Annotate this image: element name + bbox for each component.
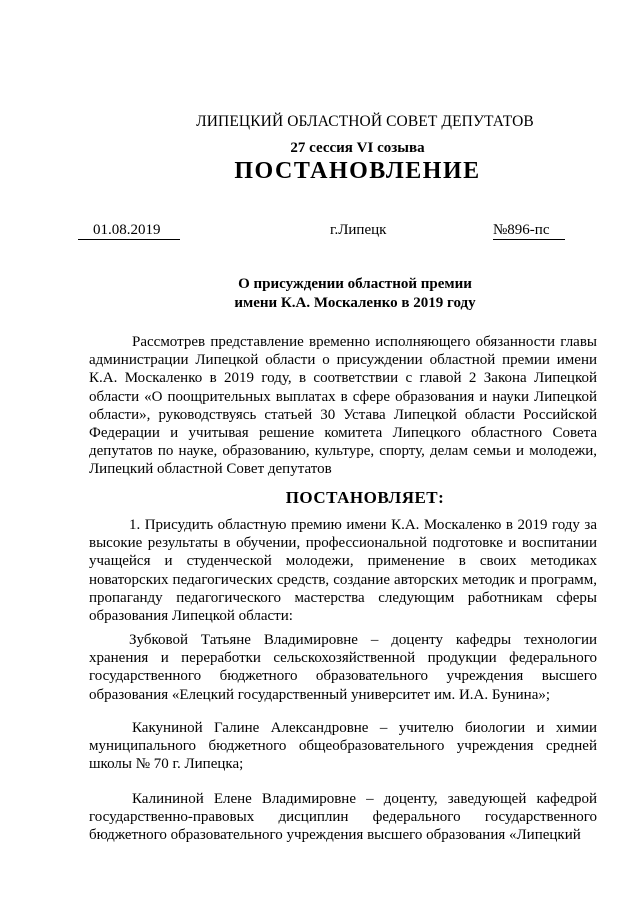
subject-line-1: О присуждении областной премии [238, 276, 472, 292]
item-1-paragraph: 1. Присудить областную премию имени К.А. Москаленко в 2019 году за высокие результаты в обучении, профессиональной подготовке и воспитании учащейся и студенческой молодежи, применение в своих методиках новаторских педагогических средств, создание авторских методик и программ, пропаганду педагогического мастерства следующим работникам сферы образования Липецкой области: [89, 517, 597, 625]
subject-line-2: имени К.А. Москаленко в 2019 году [234, 295, 476, 311]
preamble-paragraph: Рассмотрев представление временно исполняющего обязанности главы администрации Липецкой области о присуждении областной премии имени К.А. Москаленко в 2019 году, в соответствии с главой 2 Закона Липецкой области «О поощрительных выплатах в сфере образования и науки Липецкой области», руководствуясь статьей 30 Устава Липецкой области Российской Федерации и учитывая решение комитета Липецкого областного Совета депутатов по науке, образованию, культуре, спорту, делам семьи и молодежи, Липецкий областной Совет депутатов [89, 334, 597, 478]
organization-name: ЛИПЕЦКИЙ ОБЛАСТНОЙ СОВЕТ ДЕПУТАТОВ [196, 113, 534, 130]
document-number: №896-пс [493, 222, 565, 240]
document-title: ПОСТАНОВЛЕНИЕ [234, 158, 481, 184]
document-date: 01.08.2019 [78, 222, 180, 240]
document-subject [0, 275, 640, 313]
recipient-paragraph: Какуниной Галине Александровне – учителю биологии и химии муниципального бюджетного общеобразовательного учреждения средней школы № 70 г. Липецка; [89, 720, 597, 773]
document-city: г.Липецк [330, 222, 387, 238]
recipient-paragraph: Зубковой Татьяне Владимировне – доценту кафедры технологии хранения и переработки сельскохозяйственной продукции федерального государственного бюджетного образовательного учреждения высшего образования «Елецкий государственный университет им. И.А. Бунина»; [89, 632, 597, 703]
session-label: 27 сессия VI созыва [290, 140, 425, 156]
recipient-paragraph: Калининой Елене Владимировне – доценту, заведующей кафедрой государственно-правовых дисциплин федерального государственного бюджетного образовательного учреждения высшего образования «Липецкий [89, 791, 597, 844]
resolves-heading: ПОСТАНОВЛЯЕТ: [285, 488, 445, 507]
